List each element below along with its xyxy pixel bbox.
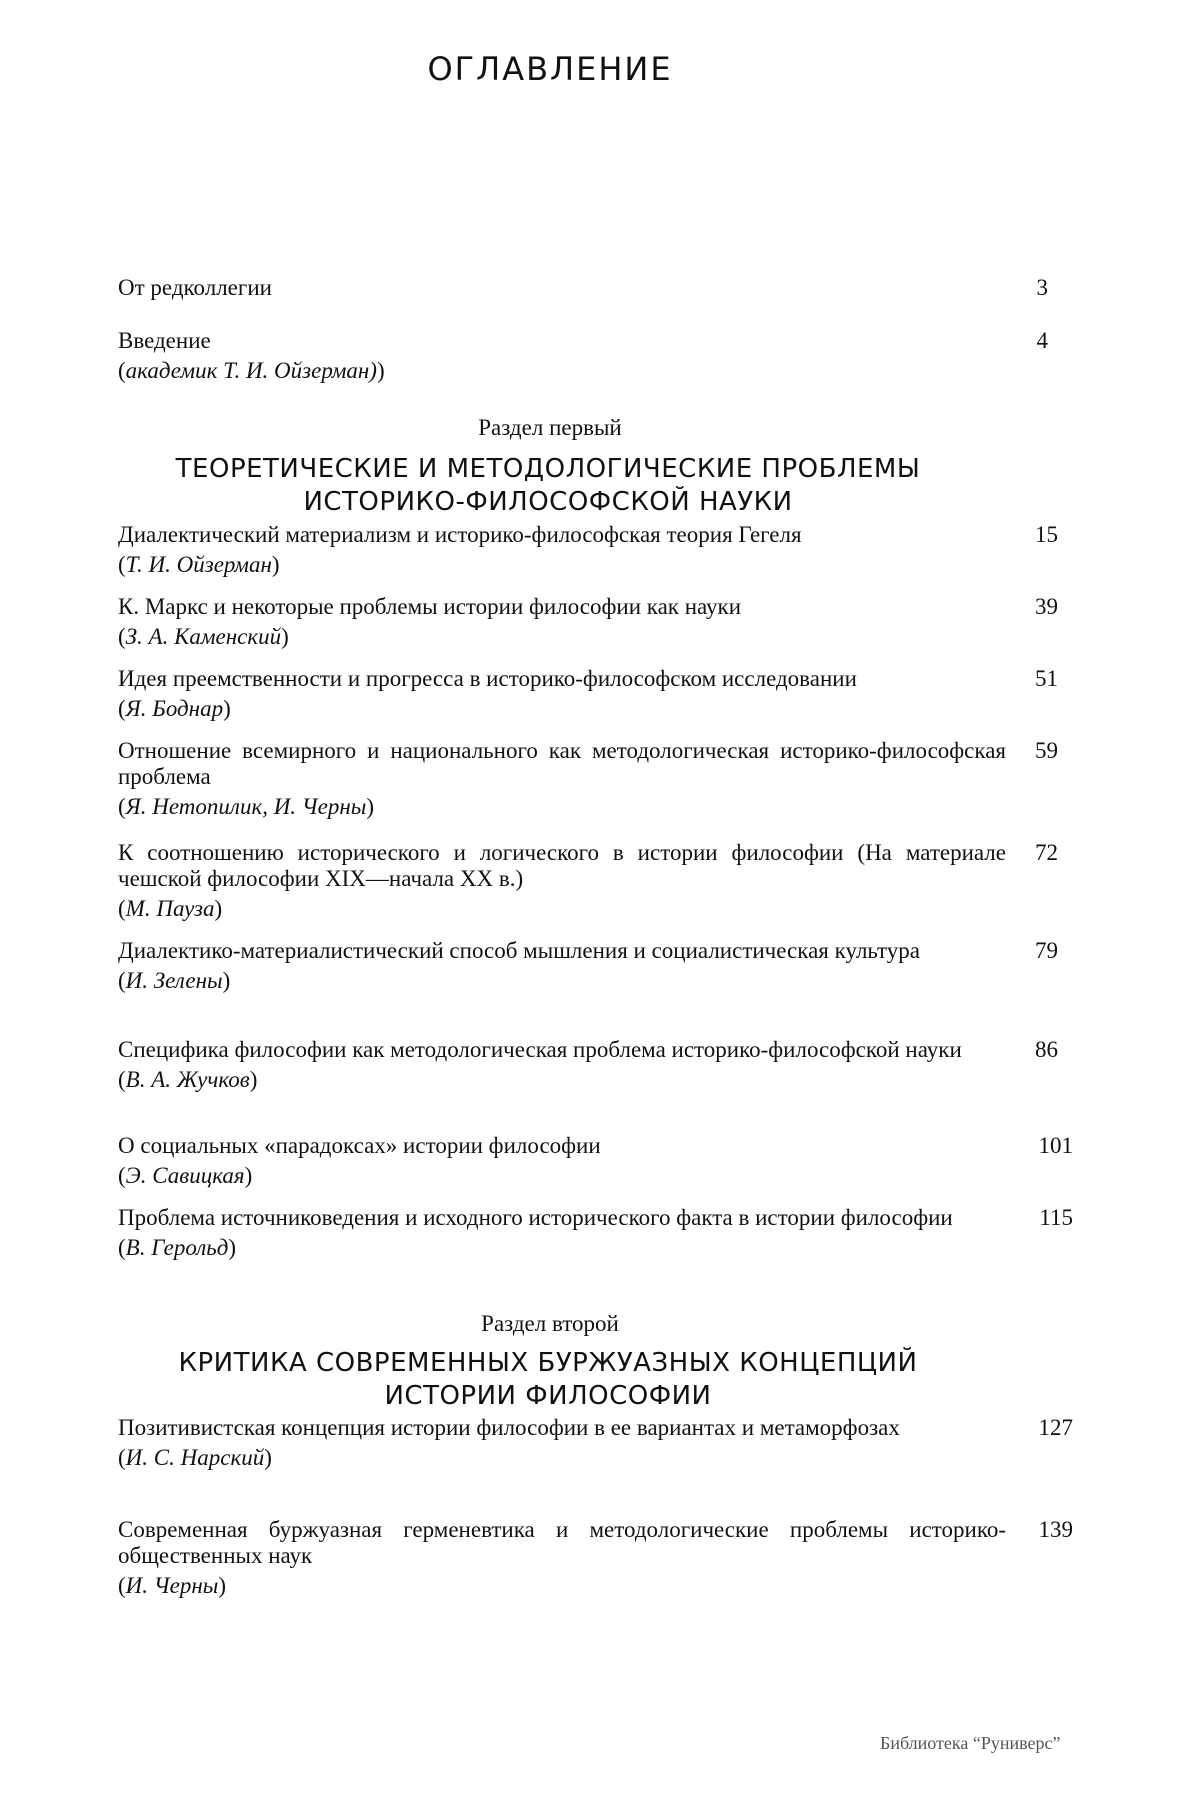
entry-author-name: Т. И. Ойзерман: [125, 552, 272, 577]
entry-page: 115: [1039, 1205, 1073, 1230]
toc-entry: [118, 522, 1058, 578]
library-watermark: Библиотека “Руниверс”: [880, 1733, 1061, 1753]
section-heading-line: ИСТОРИИ ФИЛОСОФИИ: [384, 1381, 712, 1411]
entry-author: (И. Зелены): [118, 968, 231, 993]
toc-entry: [118, 1205, 1073, 1261]
entry-page: 51: [1035, 666, 1058, 691]
section-label: Раздел второй: [481, 1311, 619, 1336]
entry-title: Диалектико-материалистический способ мышления и социалистическая культура: [118, 938, 920, 963]
entry-author: (Я. Боднар): [118, 696, 231, 721]
entry-author-name: Э. Савицкая: [125, 1163, 245, 1188]
entry-page: 127: [1038, 1415, 1073, 1440]
entry-page: 4: [1036, 328, 1048, 353]
entry-title: Отношение всемирного и национального как методологическая историко-философская проблема: [118, 738, 1006, 789]
entry-title: Современная буржуазная герменевтика и методологические проблемы историко-общественных наук: [118, 1517, 1006, 1568]
entry-title: К соотношению исторического и логического в истории философии (На материале чешской философии XIX—начала XX в.): [118, 840, 1006, 891]
entry-author: (В. А. Жучков): [118, 1067, 258, 1092]
entry-author: (академик Т. И. Ойзерман)): [118, 358, 385, 383]
entry-author: (В. Герольд): [118, 1235, 237, 1260]
entry-title: К. Маркс и некоторые проблемы истории философии как науки: [118, 594, 742, 619]
toc-entry-introduction: [118, 328, 1058, 384]
entry-title: Специфика философии как методологическая проблема историко-философской науки: [118, 1037, 962, 1062]
entry-author-name: И. Черны: [125, 1573, 219, 1598]
entry-page: 3: [1036, 275, 1048, 300]
entry-author: (И. Черны): [118, 1573, 226, 1598]
entry-author: (М. Пауза): [118, 896, 223, 921]
entry-author-name: академик Т. И. Ойзерман): [125, 358, 377, 383]
entry-title: Диалектический материализм и историко-философская теория Гегеля: [118, 522, 802, 547]
entry-title: О социальных «парадоксах» истории философии: [118, 1133, 601, 1158]
entry-author: (Э. Савицкая): [118, 1163, 253, 1188]
entry-title: Позитивистская концепция истории философии в ее вариантах и метаморфозах: [118, 1415, 900, 1440]
entry-title: От редколлегии: [118, 275, 272, 300]
entry-author: (Т. И. Ойзерман): [118, 552, 280, 577]
toc-entry: [118, 1517, 1073, 1599]
entry-author-name: В. Герольд: [125, 1235, 229, 1260]
entry-title: Введение: [118, 328, 211, 353]
entry-page: 139: [1038, 1517, 1073, 1542]
section-label: Раздел первый: [478, 415, 622, 440]
toc-entry: [118, 738, 1058, 820]
section-heading: [118, 453, 978, 519]
toc-entry: [118, 1415, 1073, 1471]
entry-page: 79: [1035, 938, 1058, 963]
entry-page: 101: [1038, 1133, 1073, 1158]
entry-author: (З. А. Каменский): [118, 624, 289, 649]
section-heading-line: КРИТИКА СОВРЕМЕННЫХ БУРЖУАЗНЫХ КОНЦЕПЦИЙ: [178, 1348, 918, 1378]
entry-author: (И. С. Нарский): [118, 1445, 272, 1470]
toc-entry: [118, 938, 1058, 994]
entry-author: (Я. Нетопилик, И. Черны): [118, 794, 375, 819]
entry-title: Идея преемственности и прогресса в историко-философском исследовании: [118, 666, 857, 691]
entry-title: Проблема источниковедения и исходного исторического факта в истории философии: [118, 1205, 953, 1230]
entry-page: 72: [1035, 840, 1058, 865]
toc-entry: [118, 840, 1058, 922]
entry-page: 15: [1035, 522, 1058, 547]
entry-author-name: И. С. Нарский: [125, 1445, 265, 1470]
entry-author-name: В. А. Жучков: [125, 1067, 250, 1092]
toc-entry: [118, 594, 1058, 650]
entry-author-name: Я. Боднар: [125, 696, 224, 721]
entry-author-name: З. А. Каменский: [125, 624, 282, 649]
page-title: ОГЛАВЛЕНИЕ: [427, 50, 673, 88]
entry-page: 59: [1035, 738, 1058, 763]
section-heading-line: ТЕОРЕТИЧЕСКИЕ И МЕТОДОЛОГИЧЕСКИЕ ПРОБЛЕМЫ: [175, 454, 921, 484]
section-heading: [118, 1347, 978, 1413]
toc-entry: [118, 1133, 1073, 1189]
toc-entry-editorial: [118, 275, 1058, 301]
entry-author-name: Я. Нетопилик, И. Черны: [125, 794, 367, 819]
entry-page: 39: [1035, 594, 1058, 619]
entry-author-name: М. Пауза: [125, 896, 215, 921]
section-heading-line: ИСТОРИКО-ФИЛОСОФСКОЙ НАУКИ: [303, 487, 793, 517]
toc-entry: [118, 666, 1058, 722]
entry-page: 86: [1035, 1037, 1058, 1062]
toc-entry: [118, 1037, 1058, 1093]
entry-author-name: И. Зелены: [125, 968, 223, 993]
